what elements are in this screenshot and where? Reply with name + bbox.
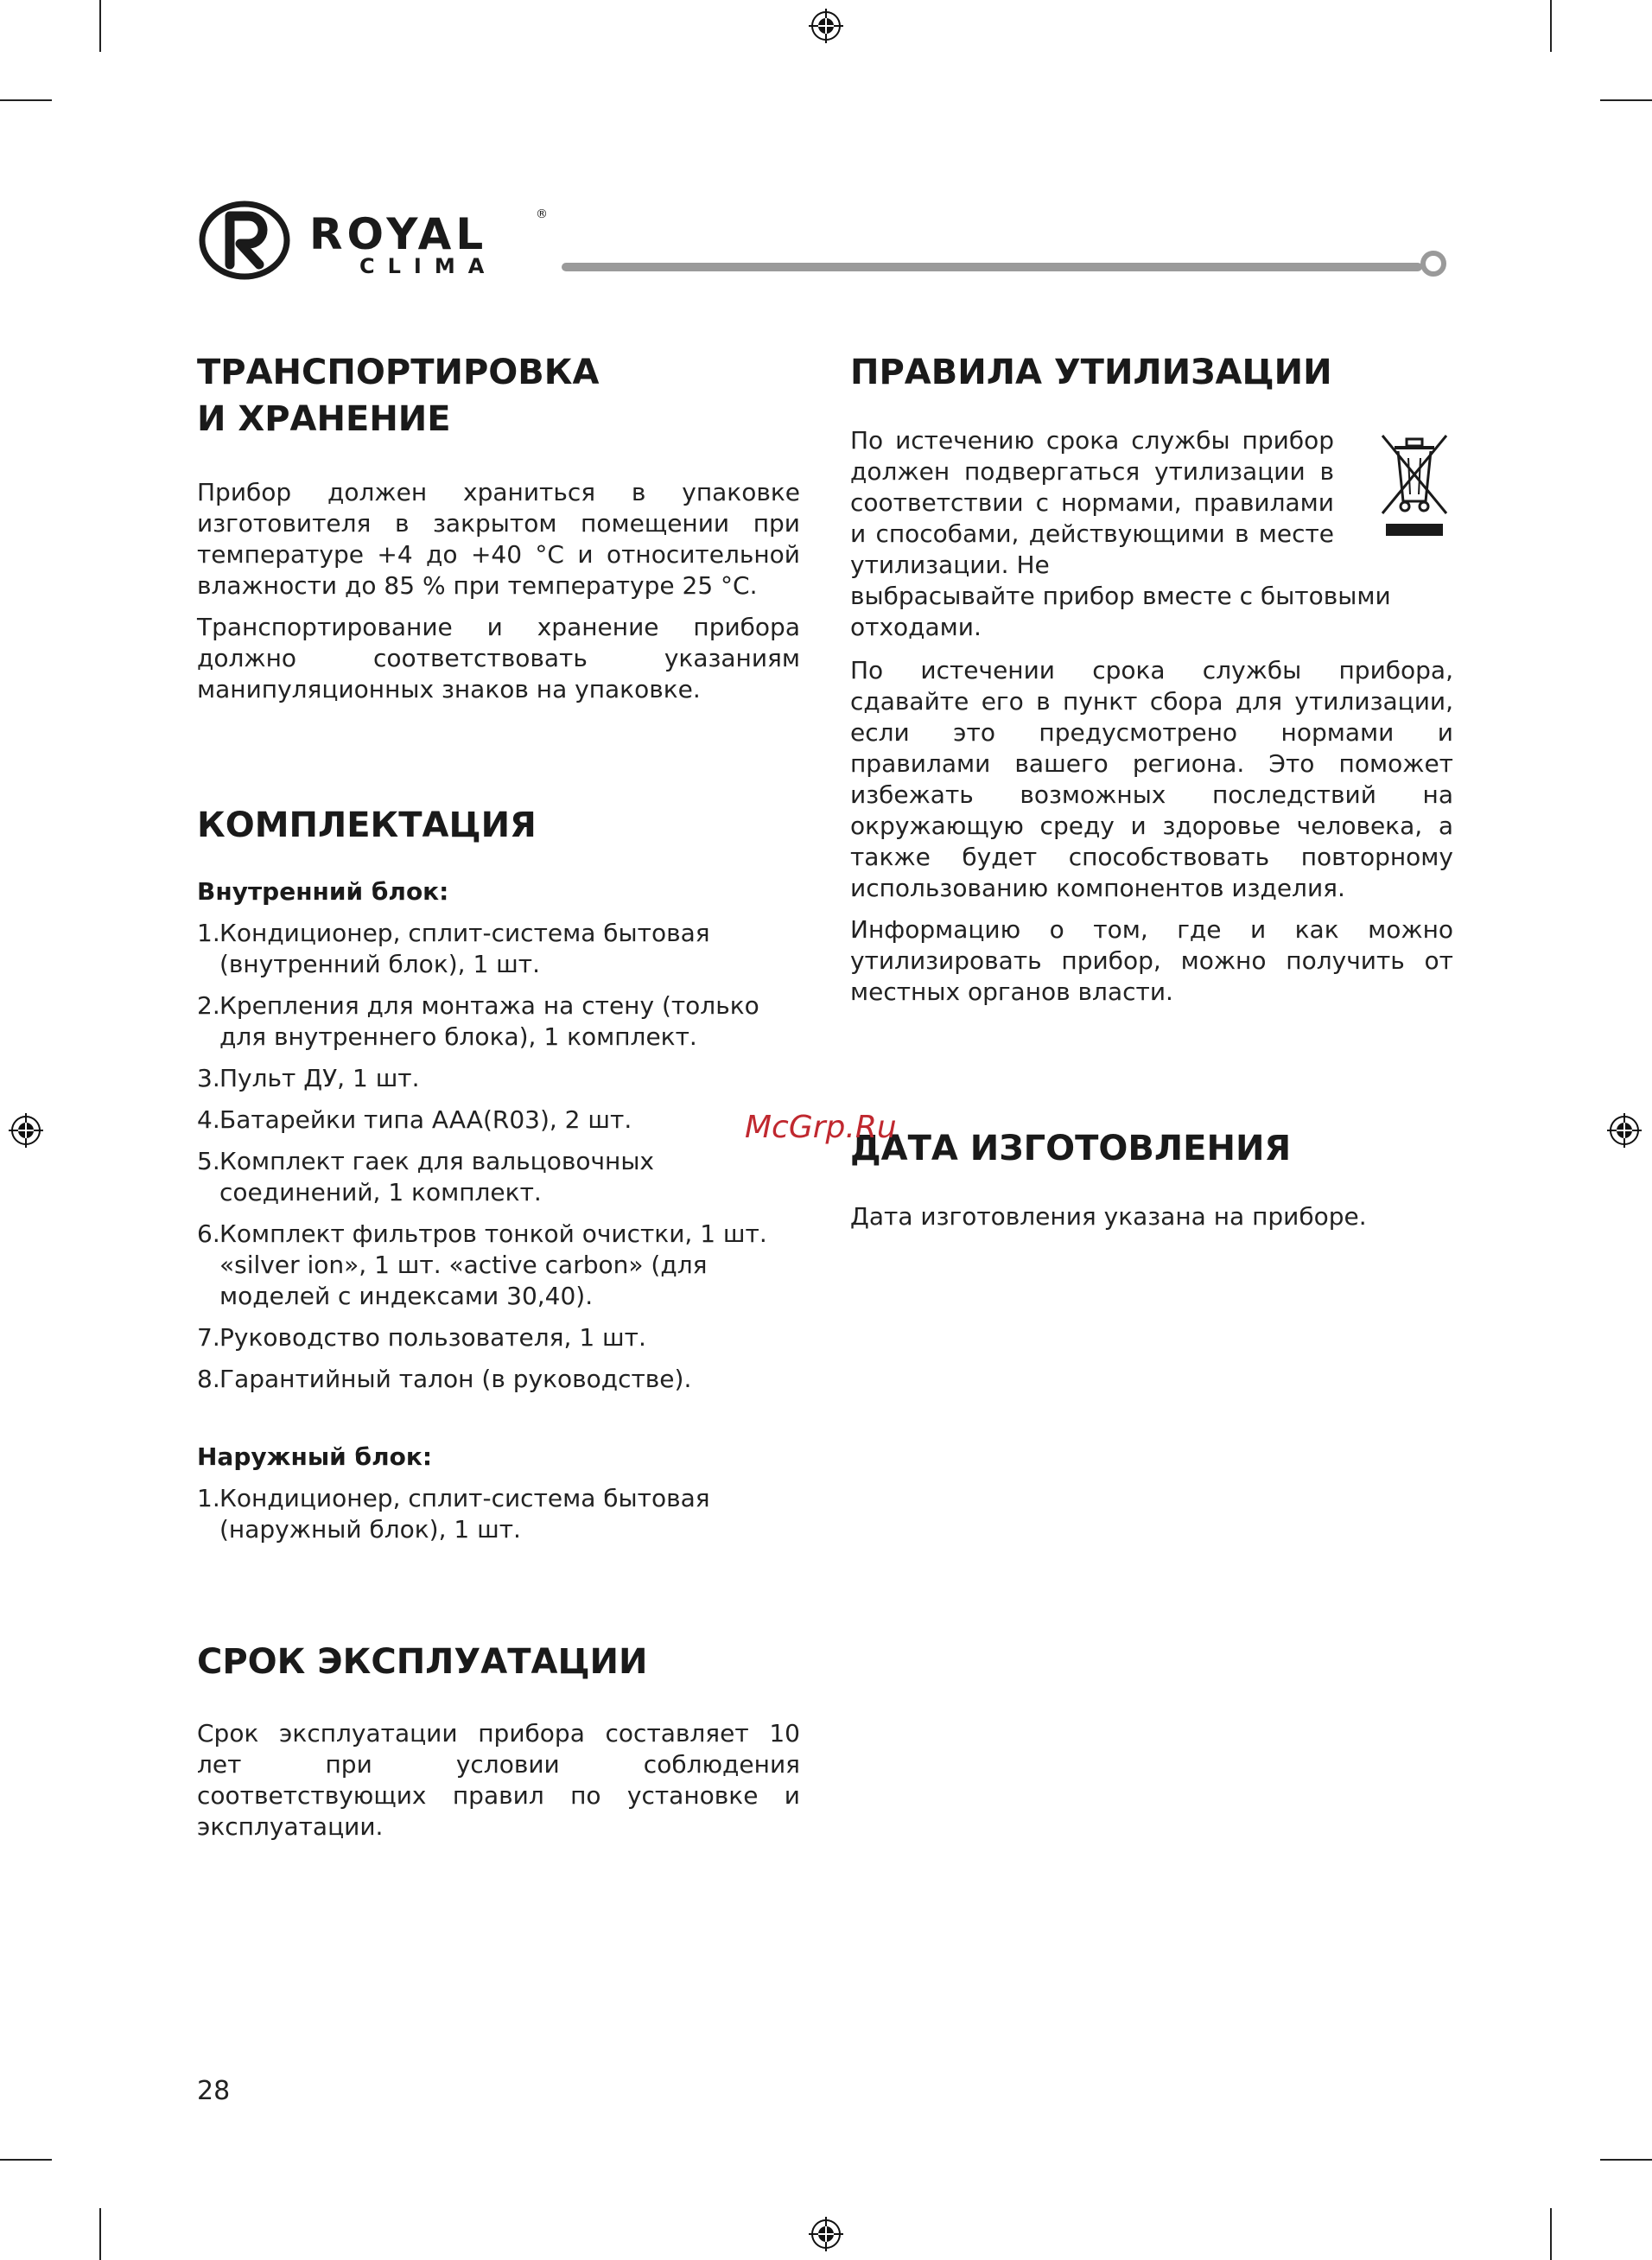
royal-clima-logo-icon	[197, 197, 292, 283]
list-item-number: 3.	[197, 1064, 220, 1092]
outdoor-unit-label: Наружный блок:	[197, 1442, 433, 1471]
page-number: 28	[197, 2076, 231, 2106]
list-item-number: 5.	[197, 1147, 220, 1175]
section-title-kit: КОМПЛЕКТАЦИЯ	[197, 805, 537, 845]
watermark: McGrp.Ru	[745, 1110, 897, 1145]
list-item-text: Пульт ДУ, 1 шт.	[219, 1064, 420, 1092]
indoor-unit-label: Внутренний блок:	[197, 877, 449, 906]
brand-subname: CLIMA	[359, 254, 498, 278]
list-item-text: Комплект гаек для вальцовочных соединений, 1 комплект.	[219, 1147, 655, 1206]
list-item	[197, 1146, 802, 1208]
lifetime-paragraph: Срок эксплуатации прибора составляет 10 лет при условии соблюдения соответствующих правил по установке и эксплуатации.	[197, 1719, 800, 1841]
registration-mark-icon	[9, 1113, 43, 1148]
crop-mark	[1600, 99, 1652, 101]
list-item-number: 2.	[197, 991, 220, 1020]
list-item	[197, 1219, 802, 1312]
disposal-paragraph: По истечении срока службы прибора, сдавайте его в пункт сбора для утилизации, если это предусмотрено нормами и правилами вашего региона. Это поможет избежать возможных последствий на окружающую среду и здоровье человека, а также будет способствовать повторному использованию компонентов изделия.	[850, 656, 1453, 902]
list-item-number: 8.	[197, 1365, 220, 1393]
crop-mark	[1550, 2208, 1552, 2260]
list-item	[197, 1322, 802, 1353]
brand-registered-mark: ®	[536, 207, 548, 221]
list-item	[197, 1483, 802, 1545]
list-item	[197, 1105, 802, 1136]
section-title-lifetime: СРОК ЭКСПЛУАТАЦИИ	[197, 1642, 648, 1682]
crop-mark	[99, 2208, 101, 2260]
weee-crossed-bin-icon	[1376, 430, 1453, 543]
list-item-text: Крепления для монтажа на стену (только для внутреннего блока), 1 комплект.	[219, 991, 759, 1051]
outdoor-items-list	[197, 1483, 802, 1556]
list-item-number: 7.	[197, 1323, 220, 1352]
brand-logo	[197, 197, 560, 283]
indoor-items-list	[197, 918, 802, 1405]
section-title-transport	[197, 349, 599, 442]
crop-mark	[1600, 2159, 1652, 2161]
disposal-paragraph: выбрасывайте прибор вместе с бытовыми отходами.	[850, 582, 1391, 641]
list-item-number: 1.	[197, 1484, 220, 1512]
section-title-disposal: ПРАВИЛА УТИЛИЗАЦИИ	[850, 353, 1332, 392]
header-rule-end-circle	[1420, 251, 1446, 277]
section-title-line: И ХРАНЕНИЕ	[197, 399, 451, 439]
list-item	[197, 990, 802, 1053]
disposal-paragraph: Информацию о том, где и как можно утилизировать прибор, можно получить от местных органов власти.	[850, 915, 1453, 1006]
list-item-text: Гарантийный талон (в руководстве).	[219, 1365, 692, 1393]
registration-mark-icon	[809, 9, 843, 43]
brand-name: ROYAL	[309, 209, 488, 259]
crop-mark	[1550, 0, 1552, 52]
section-title-line: ТРАНСПОРТИРОВКА	[197, 353, 600, 392]
section-title-manufacture: ДАТА ИЗГОТОВЛЕНИЯ	[850, 1129, 1292, 1168]
transport-paragraph: Прибор должен храниться в упаковке изготовителя в закрытом помещении при температуре +4 до +40 °С и относительной влажности до 85 % при температуре 25 °С.	[197, 478, 800, 600]
list-item-number: 4.	[197, 1105, 220, 1134]
list-item-text: Руководство пользователя, 1 шт.	[219, 1323, 646, 1352]
list-item-number: 1.	[197, 919, 220, 947]
crop-mark	[0, 99, 52, 101]
list-item-text: Кондиционер, сплит-система бытовая (наружный блок), 1 шт.	[219, 1484, 710, 1544]
list-item	[197, 1364, 802, 1395]
list-item-text: Комплект фильтров тонкой очистки, 1 шт. «silver ion», 1 шт. «active carbon» (для моделей с индексами 30,40).	[219, 1219, 767, 1310]
list-item	[197, 918, 802, 980]
crop-mark	[99, 0, 101, 52]
list-item-number: 6.	[197, 1219, 220, 1248]
registration-mark-icon	[809, 2217, 843, 2251]
manufacture-paragraph: Дата изготовления указана на приборе.	[850, 1202, 1367, 1231]
disposal-paragraph: По истечению срока службы прибор должен подвергаться утилизации в соответствии с нормами, правилами и способами, действующими в месте утилизации. Не	[850, 426, 1334, 579]
registration-mark-icon	[1607, 1113, 1642, 1148]
list-item-text: Кондиционер, сплит-система бытовая (внутренний блок), 1 шт.	[219, 919, 710, 978]
list-item	[197, 1063, 802, 1094]
crop-mark	[0, 2159, 52, 2161]
list-item-text: Батарейки типа AAA(R03), 2 шт.	[219, 1105, 632, 1134]
header-rule	[562, 263, 1422, 271]
transport-paragraph: Транспортирование и хранение прибора должно соответствовать указаниям манипуляционных знаков на упаковке.	[197, 613, 800, 703]
